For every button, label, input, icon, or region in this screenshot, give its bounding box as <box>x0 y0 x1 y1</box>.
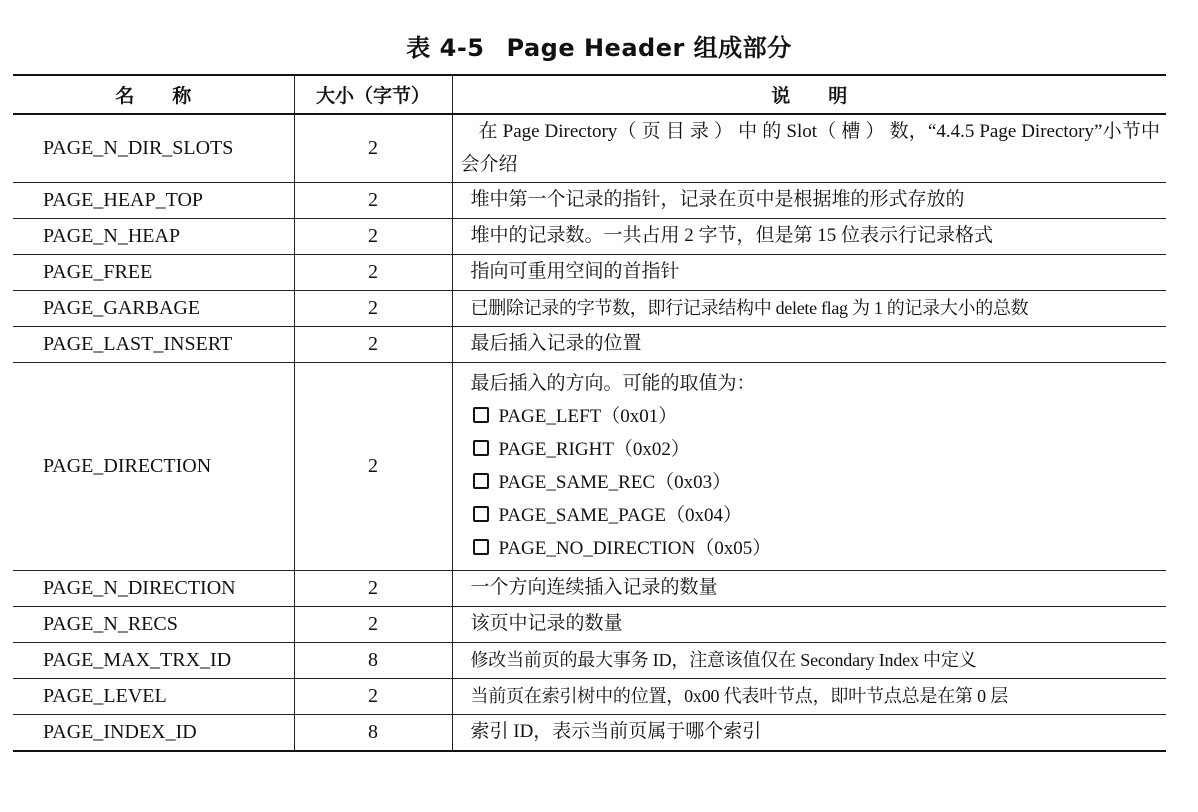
field-description <box>452 362 1166 570</box>
table-row <box>13 290 1166 326</box>
direction-option: PAGE_SAME_PAGE（0x04） <box>471 499 1161 532</box>
field-name: PAGE_FREE <box>13 254 294 290</box>
field-description: 一个方向连续插入记录的数量 <box>452 570 1166 606</box>
direction-option: PAGE_SAME_REC（0x03） <box>471 466 1161 499</box>
checkbox-bullet-icon <box>473 440 489 456</box>
table-row <box>13 254 1166 290</box>
field-name: PAGE_N_RECS <box>13 606 294 642</box>
column-header-name: 名 称 <box>13 75 294 114</box>
checkbox-bullet-icon <box>473 473 489 489</box>
field-description: 索引 ID，表示当前页属于哪个索引 <box>452 714 1166 751</box>
field-size: 2 <box>294 254 452 290</box>
table-caption: Page Header 组成部分 <box>506 34 792 62</box>
field-description: 最后插入记录的位置 <box>452 326 1166 362</box>
field-name: PAGE_MAX_TRX_ID <box>13 642 294 678</box>
field-description: 堆中第一个记录的指针，记录在页中是根据堆的形式存放的 <box>452 182 1166 218</box>
field-description: 指向可重用空间的首指针 <box>452 254 1166 290</box>
field-size: 2 <box>294 326 452 362</box>
field-description: 当前页在索引树中的位置，0x00 代表叶节点，即叶节点总是在第 0 层 <box>452 678 1166 714</box>
table-title <box>0 28 1198 63</box>
table-row <box>13 642 1166 678</box>
field-name: PAGE_DIRECTION <box>13 362 294 570</box>
field-name: PAGE_N_DIR_SLOTS <box>13 114 294 182</box>
table-row <box>13 182 1166 218</box>
field-name: PAGE_HEAP_TOP <box>13 182 294 218</box>
field-description: 在 Page Directory（ 页 目 录 ） 中 的 Slot（ 槽 ） 数，“4.4.5 Page Directory”小节中会介绍 <box>452 114 1166 182</box>
field-size: 2 <box>294 570 452 606</box>
direction-option: PAGE_NO_DIRECTION（0x05） <box>471 532 1161 565</box>
field-name: PAGE_INDEX_ID <box>13 714 294 751</box>
field-size: 2 <box>294 606 452 642</box>
column-header-description: 说 明 <box>452 75 1166 114</box>
field-size: 2 <box>294 290 452 326</box>
field-size: 2 <box>294 362 452 570</box>
field-name: PAGE_LAST_INSERT <box>13 326 294 362</box>
field-size: 2 <box>294 218 452 254</box>
checkbox-bullet-icon <box>473 506 489 522</box>
field-size: 2 <box>294 114 452 182</box>
table-number: 表 4-5 <box>406 34 485 62</box>
direction-intro: 最后插入的方向。可能的取值为： <box>470 373 756 394</box>
table-row <box>13 714 1166 751</box>
field-size: 8 <box>294 642 452 678</box>
field-description: 修改当前页的最大事务 ID，注意该值仅在 Secondary Index 中定义 <box>452 642 1166 678</box>
table-row <box>13 326 1166 362</box>
table-row <box>13 606 1166 642</box>
field-size: 8 <box>294 714 452 751</box>
table-row <box>13 218 1166 254</box>
field-name: PAGE_LEVEL <box>13 678 294 714</box>
field-name: PAGE_N_HEAP <box>13 218 294 254</box>
field-name: PAGE_N_DIRECTION <box>13 570 294 606</box>
checkbox-bullet-icon <box>473 407 489 423</box>
column-header-size: 大小（字节） <box>294 75 452 114</box>
table-row <box>13 678 1166 714</box>
table-row <box>13 570 1166 606</box>
field-size: 2 <box>294 182 452 218</box>
field-size: 2 <box>294 678 452 714</box>
direction-option: PAGE_LEFT（0x01） <box>471 400 1161 433</box>
table-row <box>13 114 1166 182</box>
checkbox-bullet-icon <box>473 539 489 555</box>
field-description: 已删除记录的字节数，即行记录结构中 delete flag 为 1 的记录大小的总数 <box>452 290 1166 326</box>
header-row <box>13 75 1166 114</box>
direction-option: PAGE_RIGHT（0x02） <box>471 433 1161 466</box>
field-name: PAGE_GARBAGE <box>13 290 294 326</box>
page-header-table <box>13 74 1166 752</box>
field-description: 堆中的记录数。一共占用 2 字节，但是第 15 位表示行记录格式 <box>452 218 1166 254</box>
table-row <box>13 362 1166 570</box>
field-description: 该页中记录的数量 <box>452 606 1166 642</box>
